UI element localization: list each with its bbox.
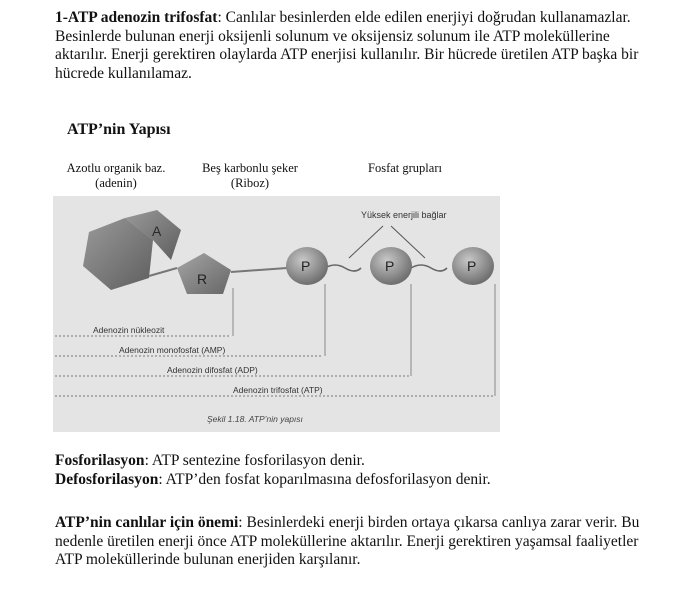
fosforilasyon-term: Fosforilasyon — [55, 452, 145, 469]
span-label-nucleoside: Adenozin nükleozit — [93, 325, 165, 335]
label-nitrogen-base — [53, 161, 179, 191]
phosphate-letter-1: P — [301, 258, 311, 274]
phosphate-letter-2: P — [385, 258, 395, 274]
phosphate-letter-3: P — [467, 258, 477, 274]
intro-term: 1-ATP adenozin trifosfat — [55, 9, 218, 26]
span-label-atp: Adenozin trifosfat (ATP) — [233, 385, 323, 395]
span-label-adp: Adenozin difosfat (ADP) — [167, 365, 258, 375]
span-label-amp: Adenozin monofosfat (AMP) — [119, 345, 226, 355]
label-base-line2: (adenin) — [95, 176, 137, 190]
label-base-line1: Azotlu organik baz. — [66, 161, 166, 175]
intro-text: : Canlılar besinlerden elde edilen enerjiyi doğrudan kullanamazlar. Besinlerde bulunan enerji oksijenli solunum ve oksijensiz solunum ile ATP moleküllerine aktarılır. Enerji gerektiren olaylarda ATP enerjisi kullanılır. Bir hücrede üretilen ATP başka bir hücrede kullanılamaz. — [55, 9, 639, 82]
ribose-letter: R — [197, 271, 208, 287]
fosforilasyon-line — [55, 452, 655, 471]
defosforilasyon-term: Defosforilasyon — [55, 471, 159, 488]
label-sugar — [188, 161, 312, 191]
defosforilasyon-text: : ATP’den fosfat koparılmasına defosforilasyon denir. — [158, 471, 491, 488]
figure-caption: Şekil 1.18. ATP’nin yapısı — [207, 414, 303, 424]
importance-term: ATP’nin canlılar için önemi — [55, 514, 239, 531]
atp-structure-figure — [53, 196, 500, 432]
defosforilasyon-line — [55, 471, 655, 490]
importance-paragraph — [55, 514, 655, 570]
adenine-letter: A — [152, 223, 162, 239]
importance-text: : Besinlerdeki enerji birden ortaya çıkarsa canlıya zarar verir. Bu nedenle üretilen enerji önce ATP moleküllerine aktarılır. Enerji gerektiren yaşamsal faaliyetler ATP moleküllerinde bulunan enerjiden karşılanır. — [55, 514, 640, 568]
fosforilasyon-text: : ATP sentezine fosforilasyon denir. — [144, 452, 365, 469]
label-sugar-line1: Beş karbonlu şeker — [202, 161, 298, 175]
structure-heading: ATP’nin Yapısı — [67, 121, 171, 138]
label-sugar-line2: (Riboz) — [230, 176, 270, 190]
bond-label: Yüksek enerjili bağlar — [361, 210, 447, 220]
label-phosphate-groups: Fosfat grupları — [368, 161, 442, 175]
intro-paragraph — [55, 9, 655, 83]
